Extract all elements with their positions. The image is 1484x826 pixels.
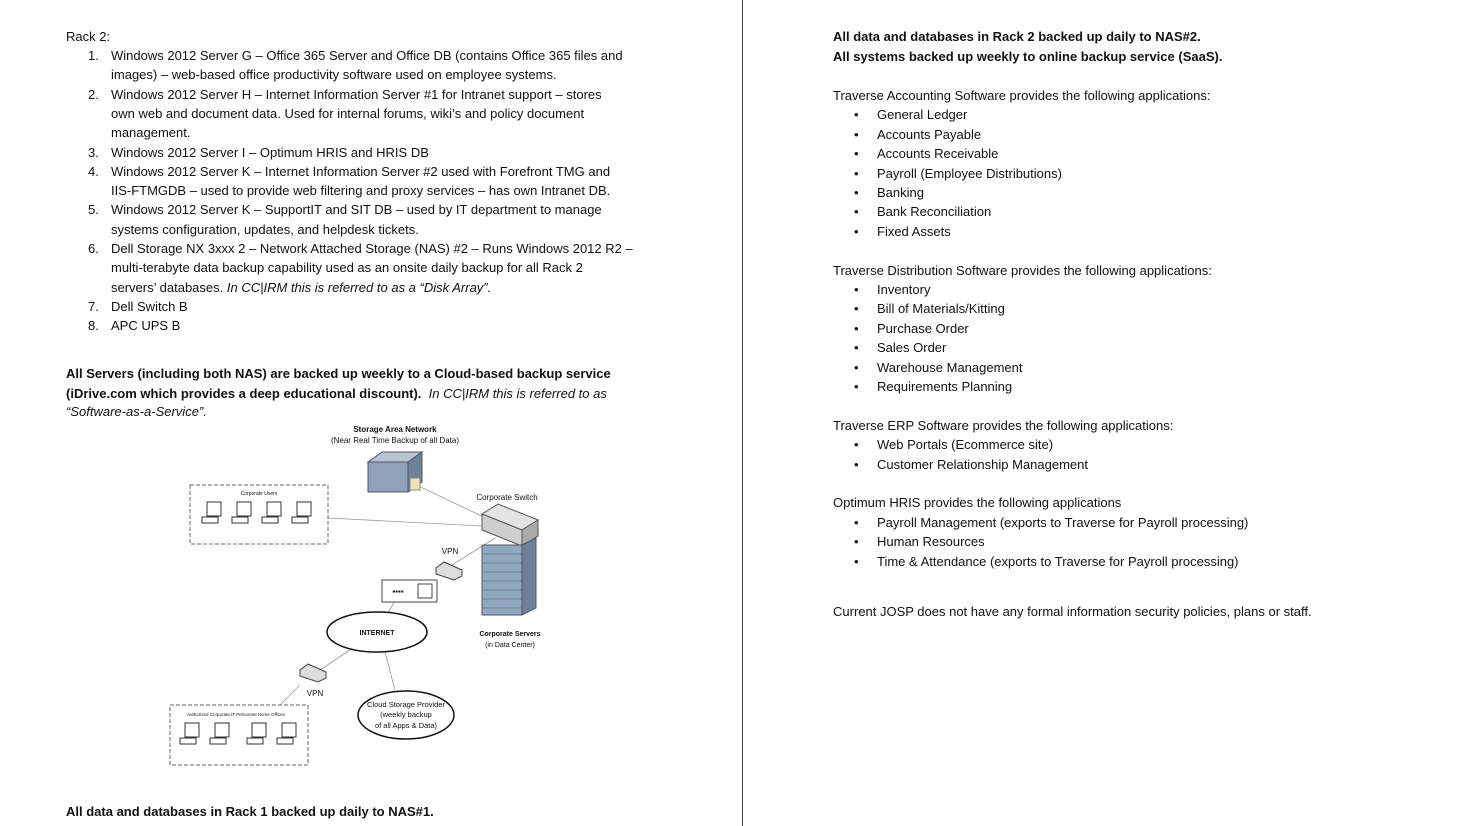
bullet-icon: • [854,126,859,142]
corporate-servers-label: Corporate Servers [479,631,541,638]
application-list-item: General Ledger [877,107,968,123]
firewall-icon [382,580,437,602]
svg-text:▪▪▪▪: ▪▪▪▪ [392,587,404,596]
corporate-switch-label: Corporate Switch [476,493,538,502]
corporate-servers-icon [482,538,536,615]
network-diagram [160,420,560,770]
bullet-icon: • [854,340,859,356]
cloud-storage-provider [358,691,454,739]
rack-item-line: own web and document data. Used for internal forums, wiki’s and policy document [111,105,585,121]
bullet-icon: • [854,185,859,200]
application-list-item: Banking [877,185,924,200]
bullet-icon: • [854,146,859,162]
bullet-icon: • [854,301,859,317]
cloud-label-1: Cloud Storage Provider [367,700,445,709]
section-heading: Traverse Distribution Software provides the following applications: [833,262,1212,278]
rack-item-italic-note: In CC|IRM this is referred to as a “Disk Array”. [226,279,492,295]
application-list-item: Bank Reconciliation [877,204,992,220]
rack-item-number: 1. [88,48,99,63]
bullet-icon: • [854,379,859,394]
rack-item-line: multi-terabyte data backup capability used as an onsite daily backup for all Rack 2 [111,260,583,276]
bullet-icon: • [854,223,859,239]
rack-item-line: Dell Switch B [111,298,188,314]
section-heading: Traverse Accounting Software provides the following applications: [833,88,1211,103]
rack-item-text: servers’ databases. [111,279,227,295]
home-office-computer-icons [180,723,296,744]
section-heading: Traverse ERP Software provides the following applications: [833,417,1174,433]
closing-statement: Current JOSP does not have any formal information security policies, plans or staff. [833,604,1312,619]
home-offices-label: Authorized Corporate IT Personnel Home Offices [187,712,285,717]
bullet-icon: • [854,534,859,550]
internet-label: INTERNET [359,630,395,637]
bullet-icon: • [854,553,859,569]
application-list-item: Time & Attendance (exports to Traverse for Payroll processing) [877,553,1239,569]
rack-item-line: Windows 2012 Server H – Internet Information Server #1 for Intranet support – stores [111,86,602,102]
application-list-item: Sales Order [877,340,947,356]
rack-item-line: IIS-FTMGDB – used to provide web filtering and proxy services – has own Intranet DB. [111,183,611,199]
cloud-label-2: (weekly backup [380,710,432,719]
application-list-item: Bill of Materials/Kitting [877,301,1005,317]
user-computer-icons [202,502,311,523]
vpn-top-label: VPN [441,547,459,556]
application-list-item: Accounts Receivable [877,146,999,162]
application-list-item: Inventory [877,282,931,297]
rack-item-line: Windows 2012 Server K – SupportIT and SIT DB – used by IT department to manage [111,202,602,218]
rack-item-line: Windows 2012 Server I – Optimum HRIS and HRIS DB [111,144,429,160]
servers-para-italic: In CC|IRM this is referred to as [428,386,607,401]
rack-item-number: 7. [88,298,99,314]
application-list-item: Requirements Planning [877,379,1013,394]
application-list-item: Warehouse Management [877,359,1023,375]
vpn-top-router-icon [436,562,462,580]
application-list-item: Payroll Management (exports to Traverse for Payroll processing) [877,514,1249,530]
corporate-users-label: Corporate Users [240,491,278,497]
bullet-icon: • [854,204,859,220]
corporate-servers-sub: (in Data Center) [485,642,535,649]
rack-item-line [111,278,491,297]
vpn-bottom-label: VPN [306,689,324,698]
rack-item-line: images) – web-based office productivity software used on employee systems. [111,67,557,83]
bullet-icon: • [854,437,859,453]
corporate-switch-icon [482,504,538,546]
bullet-icon: • [854,514,859,530]
servers-para-line3: “Software-as-a-Service”. [66,404,207,419]
rack-heading: Rack 2: [66,29,111,44]
bullet-icon: • [854,456,859,472]
rack-item-number: 8. [88,318,99,334]
application-list-item: Web Portals (Ecommerce site) [877,437,1054,453]
application-list-item: Purchase Order [877,320,969,336]
section-heading: Optimum HRIS provides the following applications [833,495,1122,511]
application-list-item: Payroll (Employee Distributions) [877,165,1062,181]
rack-item-line: Dell Storage NX 3xxx 2 – Network Attached Storage (NAS) #2 – Runs Windows 2012 R2 – [111,241,633,256]
rack-item-line: management. [111,125,191,141]
rack-item-number: 3. [88,144,99,160]
rack1-backup-note: All data and databases in Rack 1 backed up daily to NAS#1. [66,804,434,819]
application-list-item: Human Resources [877,534,985,550]
saas-backup-note: All systems backed up weekly to online backup service (SaaS). [833,49,1223,64]
san-subtitle: (Near Real Time Backup of all Data) [330,436,460,445]
bullet-icon: • [854,320,859,336]
rack-item-number: 4. [88,163,99,179]
rack-item-number: 5. [88,202,99,218]
application-list-item: Fixed Assets [877,223,951,239]
rack-item-line: APC UPS B [111,318,181,334]
bullet-icon: • [854,107,859,123]
rack-item-number: 2. [88,86,99,102]
application-list-item: Customer Relationship Management [877,456,1088,472]
page-divider [742,0,743,826]
bullet-icon: • [854,165,859,181]
servers-para-line2 [66,384,607,403]
bullet-icon: • [854,282,859,297]
servers-para-bold: (iDrive.com which provides a deep educational discount). [66,386,422,401]
rack-item-line: systems configuration, updates, and helpdesk tickets. [111,221,419,237]
rack-item-line: Windows 2012 Server K – Internet Information Server #2 used with Forefront TMG and [111,163,611,179]
internet-cloud [327,612,427,652]
bullet-icon: • [854,359,859,375]
san-storage-icon [368,452,422,492]
rack2-backup-note: All data and databases in Rack 2 backed up daily to NAS#2. [833,29,1201,44]
vpn-bottom-router-icon [300,664,326,682]
servers-para-line1: All Servers (including both NAS) are backed up weekly to a Cloud-based backup service [66,366,611,381]
san-title: Storage Area Network [353,425,437,434]
rack-item-line: Windows 2012 Server G – Office 365 Server and Office DB (contains Office 365 files and [111,48,623,63]
application-list-item: Accounts Payable [877,126,982,142]
rack-item-number: 6. [88,241,99,256]
cloud-label-3: of all Apps & Data) [374,721,438,730]
